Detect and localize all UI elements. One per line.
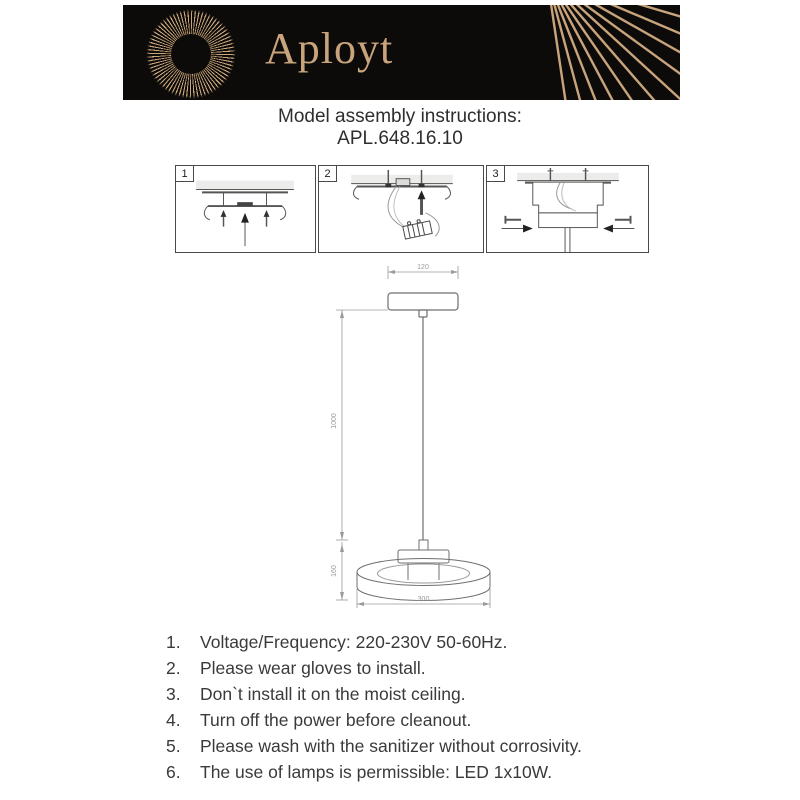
page-title — [0, 106, 800, 150]
item-text: Please wear gloves to install. — [200, 658, 426, 678]
model-number: APL.648.16.10 — [337, 128, 463, 149]
item-text: The use of lamps is permissible: LED 1x10W. — [200, 762, 553, 782]
shade-inner-ring — [378, 564, 470, 583]
dim-shade-diameter: 300 — [417, 596, 430, 603]
step-number-3: 3 — [487, 166, 505, 182]
item-number: 3. — [166, 684, 181, 704]
list-item — [166, 658, 686, 679]
title-line-1: Model assembly instructions: — [278, 106, 522, 127]
list-item — [166, 710, 686, 731]
assembly-step-2 — [318, 165, 484, 253]
assembly-step-1 — [175, 165, 316, 253]
assembly-step-3 — [486, 165, 649, 253]
item-text: Turn off the power before cleanout. — [200, 710, 472, 730]
item-number: 6. — [166, 762, 181, 782]
item-number: 2. — [166, 658, 181, 678]
rays-decoration-icon — [123, 5, 680, 100]
item-text: Don`t install it on the moist ceiling. — [200, 684, 466, 704]
item-number: 4. — [166, 710, 181, 730]
item-number: 5. — [166, 736, 181, 756]
item-number: 1. — [166, 632, 181, 652]
item-text: Please wash with the sanitizer without corrosivity. — [200, 736, 582, 756]
pendant-dimension-drawing — [280, 256, 600, 618]
list-item — [166, 736, 686, 757]
brand-banner — [123, 5, 680, 100]
step-number-2: 2 — [319, 166, 337, 182]
assembly-steps — [175, 165, 649, 253]
step2-drawing — [319, 166, 483, 252]
holder-nipple — [419, 540, 428, 550]
list-item — [166, 684, 686, 705]
pendant-lamp-drawing — [280, 256, 600, 618]
dim-canopy-width: 120 — [417, 264, 429, 271]
step1-drawing — [176, 166, 315, 252]
lamp-holder — [398, 550, 449, 563]
instructions-list — [166, 632, 686, 788]
brand-name: Aployt — [265, 24, 394, 73]
list-item — [166, 762, 686, 783]
item-text: Voltage/Frequency: 220-230V 50-60Hz. — [200, 632, 508, 652]
canopy — [388, 293, 458, 310]
step-number-1: 1 — [176, 166, 194, 182]
list-item — [166, 632, 686, 653]
dim-shade-height: 160 — [331, 565, 338, 577]
step3-drawing — [487, 166, 648, 252]
dim-drop-height: 1000 — [331, 413, 338, 429]
